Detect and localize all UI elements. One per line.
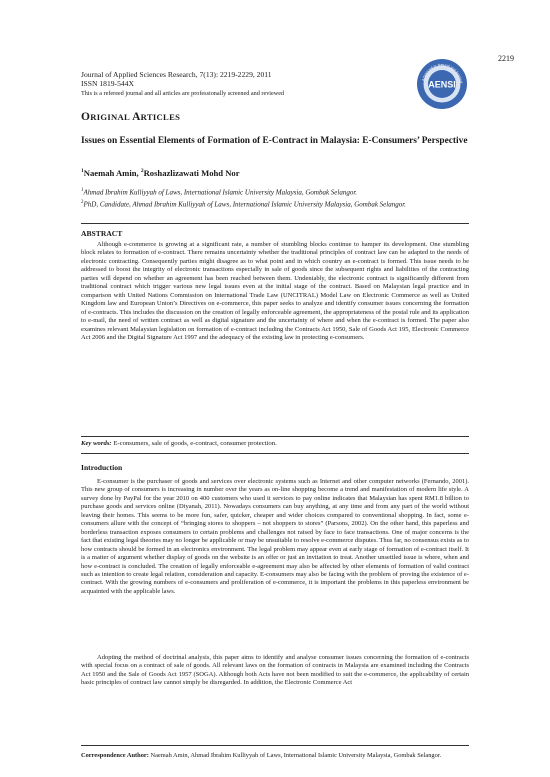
journal-header — [81, 70, 401, 98]
correspondence-text: Naemah Amin, Ahmad Ibrahim Kulliyyah of Laws, International Islamic University Malaysia, Gombak Selangor. — [150, 752, 442, 759]
page-number: 2219 — [498, 54, 514, 63]
author-2: Roshazlizawati Mohd Nor — [143, 168, 240, 178]
intro-paragraph: Adopting the method of doctrinal analysis, this paper aims to identify and analyse consumer issues concerning the formation of e-contracts with special focus on a contract of sale of goods. All relevant laws on the formation of contracts in Malaysia are examined including the Contracts Act 1950 and the Sale of Goods Act 1957 (SOGA). Although both Acts have not been modified to suit the e-commerce, the applicability of certain basic principles of contract law cannot simply be disregarded. In addition, the Electronic Commerce Act — [81, 654, 469, 687]
journal-note: This is a refereed journal and all articles are professionally screened and reviewed — [81, 89, 285, 97]
logo-text: AENSI — [428, 79, 456, 90]
article-title: Issues on Essential Elements of Formation of E-Contract in Malaysia: E-Consumers’ Perspective — [81, 136, 468, 146]
author-1: Naemah Amin, — [83, 168, 141, 178]
keywords-label: Key words: — [81, 440, 112, 447]
divider — [81, 745, 469, 746]
affiliations — [81, 186, 471, 210]
affiliation-2: $^2$PhD, Candidate, Ahmad Ibrahim Kulliyyah of Laws, International Islamic University Malaysia, Gombak Selangor. — [81, 200, 406, 209]
affiliation-1: $^1$Ahmad Ibrahim Kulliyyah of Laws, International Islamic University Malaysia, Gombak Selangor. — [81, 188, 358, 197]
journal-name: Journal of Applied Sciences Research, 7(13): 2219-2229, 2011 — [81, 70, 272, 79]
divider — [81, 453, 469, 454]
keywords-text: E-consumers, sale of goods, e-contract, consumer protection. — [111, 440, 277, 447]
section-heading: ORIGINAL ARTICLES — [81, 111, 181, 123]
authors: $^1$Naemah Amin, $^2$Roshazlizawati Mohd Nor — [81, 168, 240, 178]
intro-paragraph: E-consumer is the purchaser of goods and services over electronic systems such as Internet and other computer networks (Fernando, 2001). This new group of consumers is increasing in number over the years as on-line shopping become a trend and manifestation of modern life style. A survey done by PayPal for the year 2010 on 400 customers who used it services to pay online indicates that Malaysian has spent RM1.8 billion to purchase goods and services online (Diyanah, 2011). Nowadays consumers can buy anything, at any time and from any part of the world without leaving their homes. This seems to be more fun, safer, quicker, cheaper and wider choices compared to conventional shopping. In fact, some e-consumers allure with the concept of “bringing stores to shoppers – not shoppers to stores” (Parsons, 2002). On the other hand, this paperless and borderless transaction exposes consumers to certain problems and challenges not raised by face to face transactions. One of major concerns is the fact that existing legal theories may no longer be applicable or may be unsuitable to resolve e-commerce disputes. Thus far, no consensus exists as to how contracts should be formed in an electronics environment. The legal problem may appear even at early stage of formation of e-contract itself. It is a matter of argument whether display of goods on the website is an offer or just an invitation to treat. Another unsettled issue is where, when and how e-contract is concluded. The creation of legally enforceable e-agreement may also be affected by other elements of formation of valid contract such as intention to create legal relation, consideration and capacity. E-consumers may also be facing with the problem of proving the existence of e-contract. With the growing numbers of e-consumers and proliferation of e-commerce, it is important the problems in this paperless environment be acquainted with the applicable laws. — [81, 478, 469, 595]
correspondence — [81, 752, 469, 760]
journal-issn: ISSN 1819-544X — [81, 79, 134, 89]
logo-arc-text: Advanced in Natural and Applied — [421, 62, 463, 84]
introduction-heading: Introduction — [81, 463, 123, 472]
divider — [81, 223, 469, 224]
abstract-heading: ABSTRACT — [81, 229, 123, 238]
correspondence-label: Correspondence Author: — [81, 752, 149, 759]
divider — [81, 436, 469, 437]
keywords — [81, 440, 469, 447]
aensi-logo — [416, 58, 468, 110]
abstract-text: Although e-commerce is growing at a significant rate, a number of stumbling blocks continue to hamper its development. One stumbling block relates to formation of e-contract. There remains uncertainty whether the traditional principles of contract law can be adapted to the needs of electronic contracting. Consequently parties might disagree as to what point and in which country an e-contract is formed. This issue needs to be addressed to boost the integrity of electronic transactions especially in sale of goods since the subsequent rights and liabilities of the contracting parties will depend on whether an agreement has been reached between them. Undeniably, the electronic contract is significantly different from traditional contract which trigger various new legal issues even at the initial stage of the contract. Based on Malaysian legal practice and in comparison with United Nations Commission on International Trade Law (UNCITRAL) Model Law on Electronic Commerce as well as United Kingdom law and European Union’s Directives on e-commerce, this paper seeks to analyze and identify consumer issues concerning the formation of e-contracts. This includes the discussion on the creation of legally enforceable agreement, the appropriateness of the postal rule and its application to e-mail, the need of written contract as well as digital signature and the uncertainty of where and when the e-contract is formed. The paper also examines relevant Malaysian legislation on formation of e-contract including the Contracts Act 1950, Sale of Goods Act 195, Electronic Commerce Act 2006 and the Digital Signature Act 1997 and the adequacy of the existing law in protecting e-consumers. — [81, 241, 469, 341]
